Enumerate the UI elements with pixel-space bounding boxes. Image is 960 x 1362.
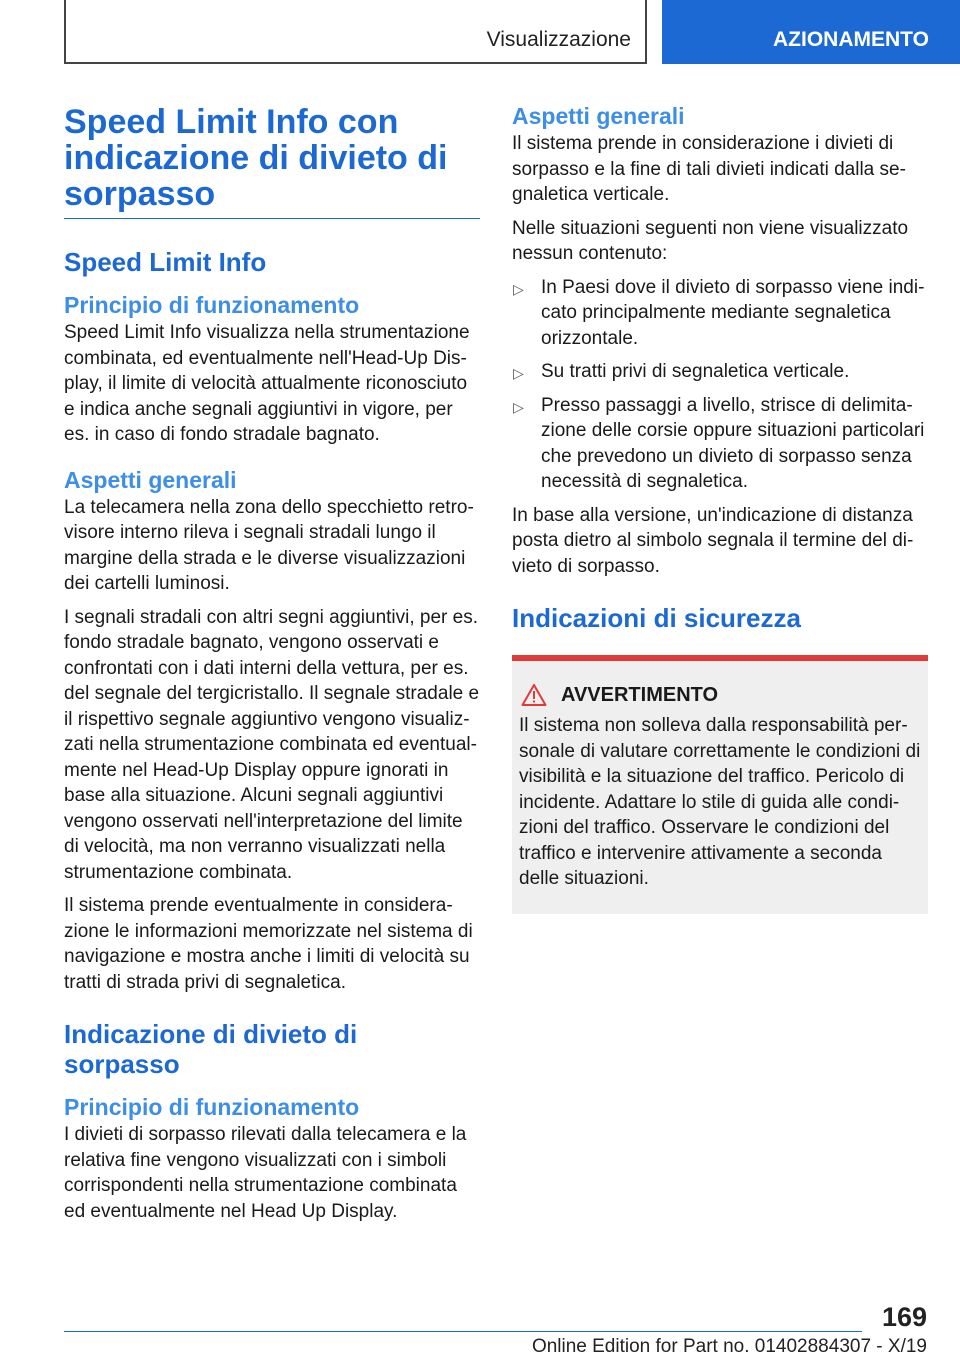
paragraph: Il sistema prende in considerazione i divieti di sorpasso e la fine di tali divieti indicati dalla segnaletica verticale. (512, 133, 906, 205)
left-column (64, 104, 480, 1224)
warning-triangle-icon (521, 683, 547, 707)
header-chapter-tab: AZIONAMENTO (662, 0, 960, 64)
paragraph: La telecamera nella zona dello specchietto retrovisore interno rileva i segnali stradali lungo il margine della strada e le diverse visualizzazioni dei cartelli luminosi. (64, 496, 474, 594)
subheading-principio-1: Principio di funzionamento (64, 292, 360, 318)
warning-text: Il sistema non solleva dalla responsabilità personale di valutare correttamente le condizioni di visibilità e la situazione del traffico. Pericolo di incidente. Adattare lo stile di guida alle condizioni del traffico. Osservare le condizioni del traffico e intervenire attivamente a seconda delle situazioni. (519, 715, 921, 889)
subheading-aspetti-generali-2: Aspetti generali (512, 103, 685, 129)
triangle-right-icon: ▷ (513, 365, 524, 381)
paragraph: I divieti di sorpasso rilevati dalla telecamera e la relativa fine vengono visualizzati con i simboli corrispondenti nella strumentazione combinata ed eventualmente nel Head Up Display. (64, 1124, 467, 1222)
header-section-title: Visualizzazione (486, 28, 631, 51)
section-heading-divieto-sorpasso: Indicazione di divieto di sorpasso (64, 1019, 358, 1079)
bullet-list (512, 275, 928, 495)
page-number: 169 (881, 1302, 927, 1332)
header-section-box (64, 0, 647, 64)
paragraph: I segnali stradali con altri segni aggiuntivi, per es. fondo stradale bagnato, vengono osservati e confrontati con i dati interni della vettura, per es. del segnale del tergicristallo. Il segnale stradale e il rispettivo segnale aggiuntivo vengono visualizzati nella strumentazione combinata ed eventualmente nel Head-Up Display oppure ignorati in base alla situazione. Alcuni segnali aggiuntivi vengono osservati nell'interpretazione del limite di velocità, ma non verranno visualizzati nella strumentazione combinata. (64, 606, 480, 883)
warning-title-row (519, 683, 922, 707)
list-item: ▷ Presso passaggi a livello, strisce di delimitazione delle corsie oppure situazioni particolari che prevedono un divieto di sorpasso senza necessità di segnaletica. (513, 394, 925, 492)
right-column (512, 102, 928, 914)
paragraph: In base alla versione, un'indicazione di distanza posta dietro al simbolo segnala il termine del divieto di sorpasso. (512, 504, 914, 577)
paragraph: Speed Limit Info visualizza nella strumentazione combinata, ed eventualmente nell'Head-Up Display, il limite di velocità attualmente riconosciuto e indica anche segnali aggiuntivi in vigore, per es. in caso di fondo stradale bagnato. (64, 322, 470, 445)
footer-edition: Online Edition for Part no. 01402884307 - X/19 (528, 1336, 927, 1358)
page-title: Speed Limit Info con indicazione di divieto di sorpasso (64, 104, 480, 219)
warning-box (512, 655, 928, 914)
triangle-right-icon: ▷ (513, 280, 524, 297)
warning-title: AVVERTIMENTO (561, 683, 719, 706)
subheading-principio-2: Principio di funzionamento (64, 1094, 360, 1120)
paragraph: Nelle situazioni seguenti non viene visualizzato nessun contenuto: (512, 217, 909, 264)
paragraph: Il sistema prende eventualmente in considerazione le informazioni memorizzate nel sistema di navigazione e mostra anche i limiti di velocità su tratti di strada privi di segnaletica. (64, 895, 473, 993)
list-item: ▷ In Paesi dove il divieto di sorpasso viene indicato principalmente mediante segnaletica orizzontale. (513, 276, 925, 349)
section-heading-speed-limit-info: Speed Limit Info (64, 247, 267, 277)
section-heading-sicurezza: Indicazioni di sicurezza (512, 603, 801, 633)
footer-divider (64, 1331, 862, 1332)
subheading-aspetti-generali-1: Aspetti generali (64, 466, 237, 493)
triangle-right-icon: ▷ (513, 398, 524, 415)
list-item: ▷ Su tratti privi di segnaletica verticale. (512, 359, 928, 385)
